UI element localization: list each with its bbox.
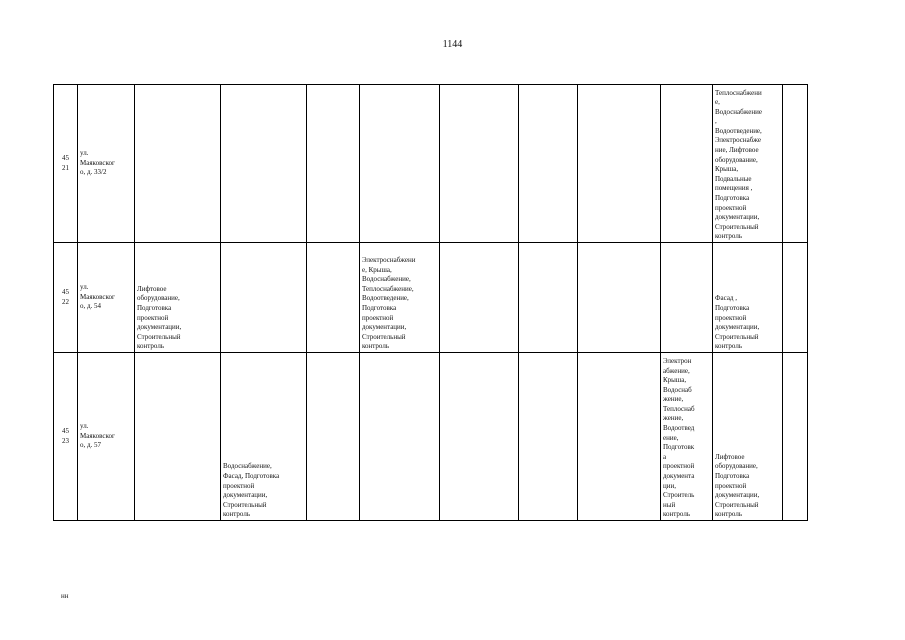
work-cell	[221, 85, 307, 243]
table-row	[54, 243, 808, 353]
page-number: 1144	[442, 39, 463, 50]
work-cell	[519, 243, 578, 353]
work-cell	[661, 243, 713, 353]
table-row	[54, 353, 808, 521]
work-cell	[221, 243, 307, 353]
address-cell: ул. Маяковског о, д. 33/2	[78, 85, 135, 243]
work-cell	[661, 85, 713, 243]
work-cell: Теплоснабжени е, Водоснабжение , Водоотведение, Электроснабже ние, Лифтовое оборудование, Крыша, Подвальные помещения , Подготовка проектной документации, Строительный контроль	[713, 85, 783, 243]
work-cell	[578, 353, 661, 521]
work-cell	[578, 85, 661, 243]
table-row	[54, 85, 808, 243]
work-cell: Фасад , Подготовка проектной документации, Строительный контроль	[713, 243, 783, 353]
footer-mark: нн	[61, 592, 69, 600]
work-cell: Электрон абжение, Крыша, Водоснаб жение, Теплоснаб жение, Водоотвед ение, Подготовк а проектной документа ции, Строитель ный контроль	[661, 353, 713, 521]
work-cell	[307, 85, 360, 243]
work-cell	[307, 353, 360, 521]
work-cell: Лифтовое оборудование, Подготовка проектной документации, Строительный контроль	[713, 353, 783, 521]
work-cell	[307, 243, 360, 353]
data-table	[53, 84, 808, 521]
work-cell	[135, 353, 221, 521]
work-cell: Электроснабжени е, Крыша, Водоснабжение, Теплоснабжение, Водоотведение, Подготовка проектной документации, Строительный контроль	[360, 243, 440, 353]
row-number: 45 22	[54, 243, 78, 353]
work-cell	[360, 85, 440, 243]
work-cell	[783, 243, 808, 353]
work-cell	[440, 85, 519, 243]
work-cell	[578, 243, 661, 353]
row-number: 45 21	[54, 85, 78, 243]
work-cell	[783, 85, 808, 243]
work-cell	[783, 353, 808, 521]
address-cell: ул. Маяковског о, д. 54	[78, 243, 135, 353]
work-cell	[135, 85, 221, 243]
work-cell: Водоснабжение, Фасад, Подготовка проектной документации, Строительный контроль	[221, 353, 307, 521]
work-cell	[519, 85, 578, 243]
work-cell	[519, 353, 578, 521]
work-cell	[440, 243, 519, 353]
address-cell: ул. Маяковског о, д. 57	[78, 353, 135, 521]
work-cell	[360, 353, 440, 521]
work-cell	[440, 353, 519, 521]
work-cell: Лифтовое оборудование, Подготовка проектной документации, Строительный контроль	[135, 243, 221, 353]
row-number: 45 23	[54, 353, 78, 521]
